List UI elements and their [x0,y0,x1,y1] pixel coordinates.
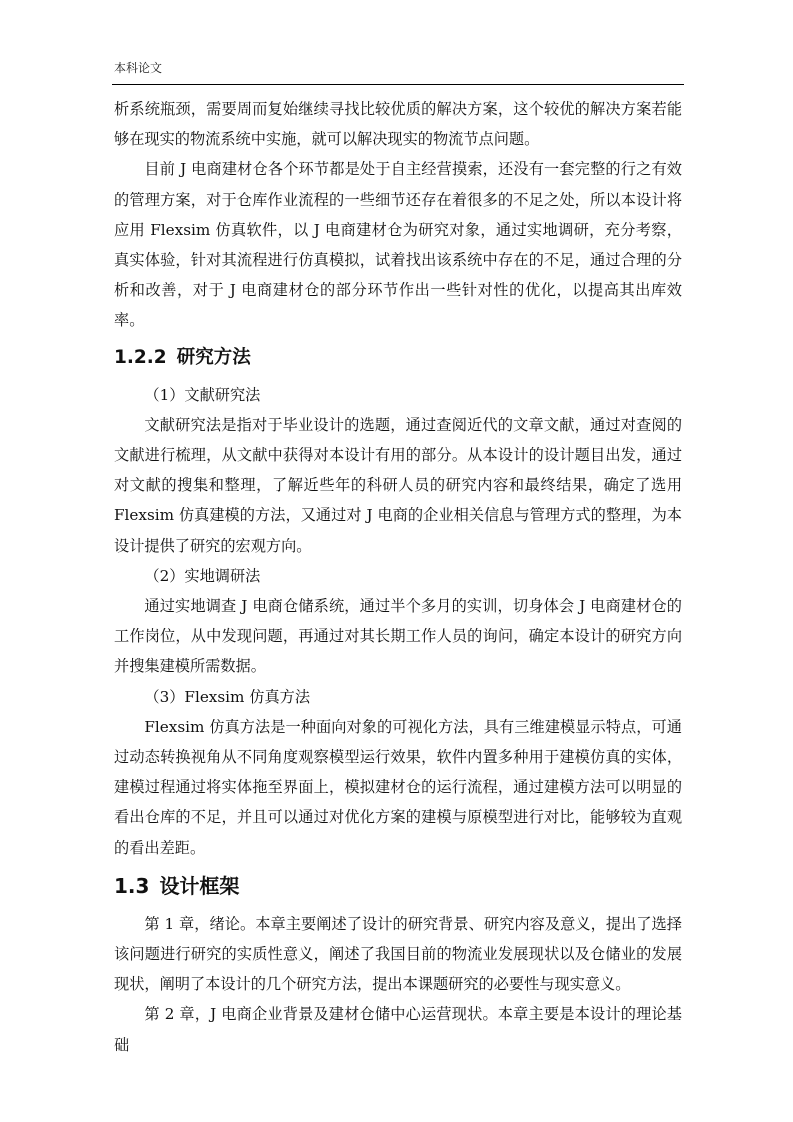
method-1-text: 文献研究法是指对于毕业设计的选题，通过查阅近代的文章文献，通过对查阅的文献进行梳理，从文献中获得对本设计有用的部分。从本设计的设计题目出发，通过对文献的搜集和整理，了解近些年的科研人员的研究内容和最终结果，确定了选用 Flexsim 仿真建模的方法，又通过对 J 电商的企业相关信息与管理方式的整理，为本设计提供了研究的宏观方向。 [114,415,682,555]
chapter-2-summary: 第 2 章，J 电商企业背景及建材仓储中心运营现状。本章主要是本设计的理论基础 [114,1005,682,1054]
paragraph-continuation: 析系统瓶颈，需要周而复始继续寻找比较优质的解决方案，这个较优的解决方案若能够在现实的物流系统中实施，就可以解决现实的物流节点问题。 [114,100,682,149]
method-1-label: （1）文献研究法 [144,385,261,404]
section-title: 设计框架 [159,873,240,898]
method-3-text: Flexsim 仿真方法是一种面向对象的可视化方法，具有三维建模显示特点，可通过动态转换视角从不同角度观察模型运行效果，软件内置多种用于建模仿真的实体，建模过程通过将实体拖至界面上，模拟建材仓的运行流程，通过建模方法可以明显的看出仓库的不足，并且可以通过对优化方案的建模与原模型进行对比，能够较为直观的看出差距。 [114,717,682,857]
document-body [114,94,682,1060]
chapter-1-summary: 第 1 章，绪论。本章主要阐述了设计的研究背景、研究内容及意义，提出了选择该问题进行研究的实质性意义，阐述了我国目前的物流业发展现状以及仓储业的发展现状，阐明了本设计的几个研究方法，提出本课题研究的必要性与现实意义。 [114,914,682,994]
header-divider [112,84,684,85]
method-3-label: （3）Flexsim 仿真方法 [144,687,311,706]
method-2-text: 通过实地调查 J 电商仓储系统，通过半个多月的实训，切身体会 J 电商建材仓的工作岗位，从中发现问题，再通过对其长期工作人员的询问，确定本设计的研究方向并搜集建模所需数据。 [114,597,682,676]
running-header: 本科论文 [114,61,163,75]
section-title: 研究方法 [176,346,251,368]
method-2-label: （2）实地调研法 [144,566,261,585]
paragraph-research-purpose: 目前 J 电商建材仓各个环节都是处于自主经营摸索，还没有一套完整的行之有效的管理方案，对于仓库作业流程的一些细节还存在着很多的不足之处，所以本设计将应用 Flexsim 仿真软件，以 J 电商建材仓为研究对象，通过实地调研，充分考察，真实体验，针对其流程进行仿真模拟，试着找出该系统中存在的不足，通过合理的分析和改善，对于 J 电商建材仓的部分环节作出一些针对性的优化，以提高其出库效率。 [114,160,682,330]
section-number: 1.3 [114,873,150,898]
section-heading-1-3 [114,865,682,907]
section-heading-1-2-2 [114,338,682,378]
section-number: 1.2.2 [114,346,167,368]
